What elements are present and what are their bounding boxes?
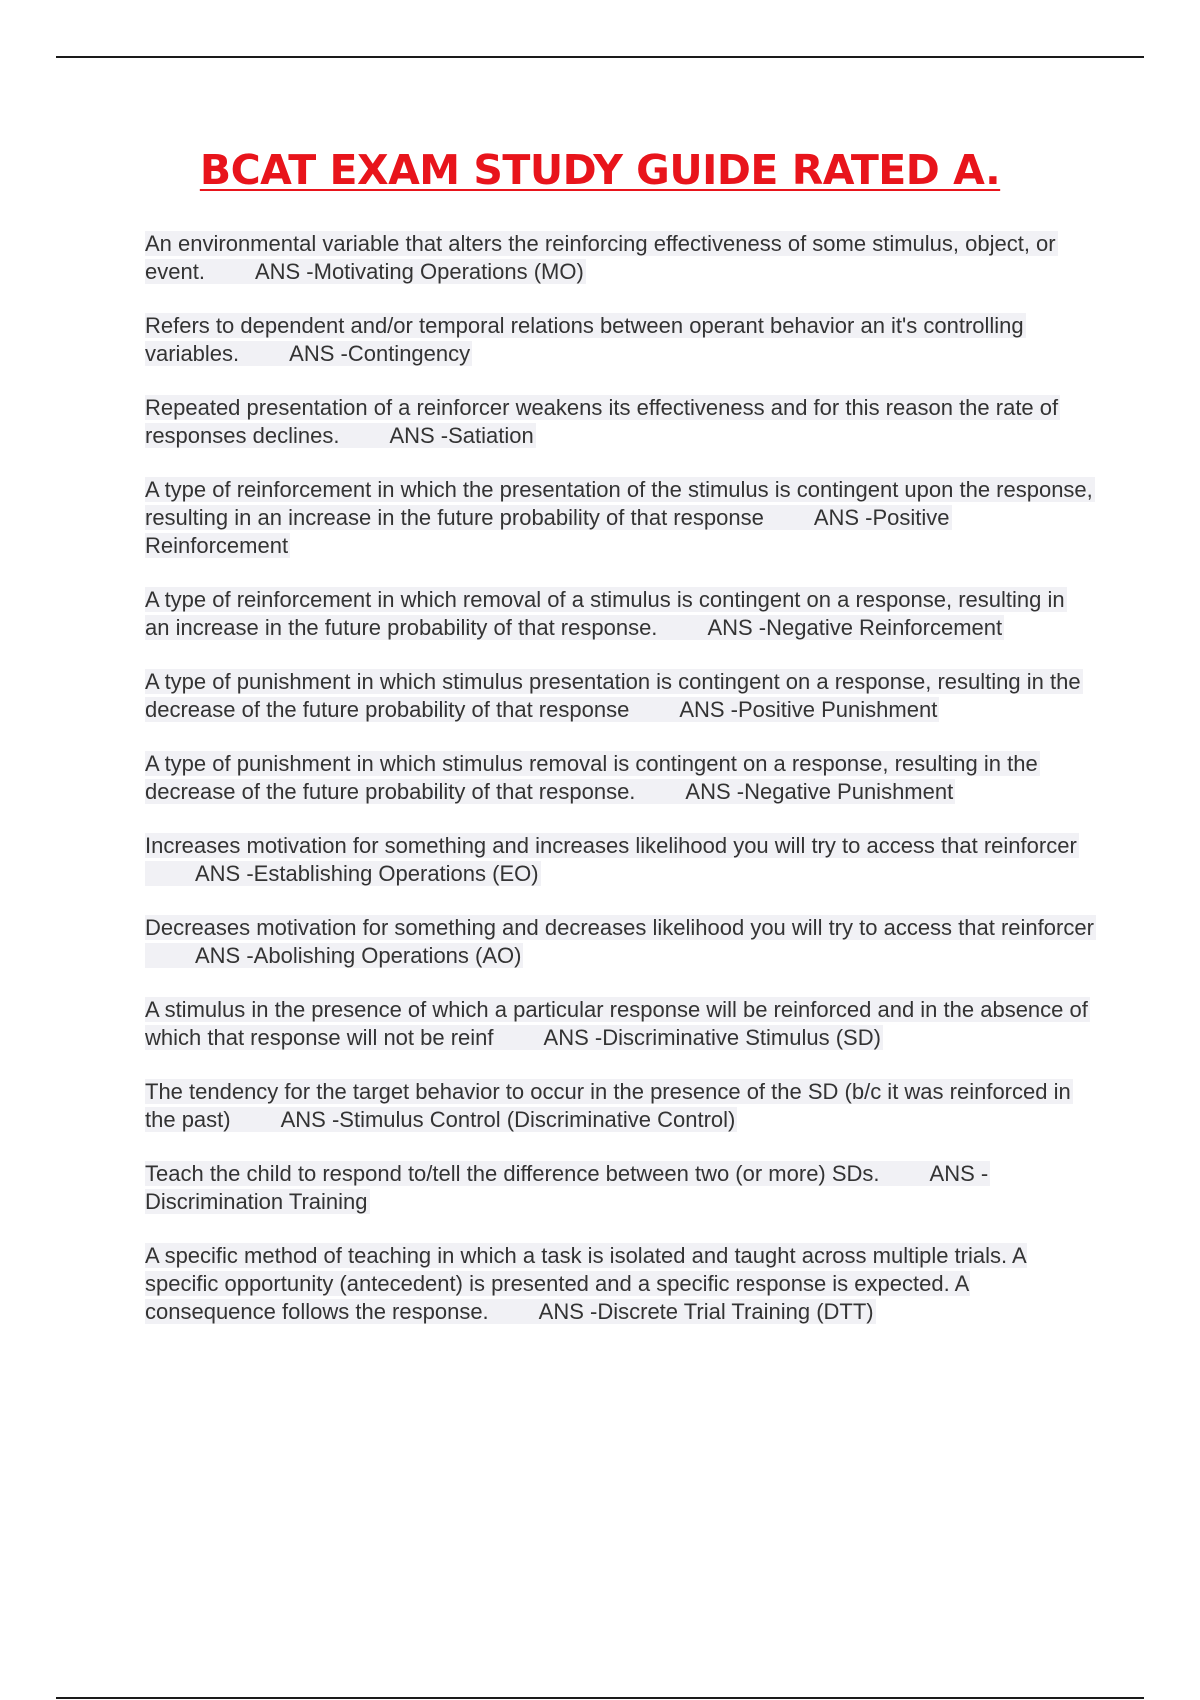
answer-text: ANS -Discrimination Training <box>145 1161 989 1214</box>
answer-text: ANS -Negative Reinforcement <box>707 615 1003 640</box>
answer-text: ANS -Negative Punishment <box>685 779 954 804</box>
answer-text: ANS -Satiation <box>389 423 534 448</box>
question-text: A type of punishment in which stimulus removal is contingent on a response, resulting in the decrease of the future probability of that response. <box>145 751 1038 804</box>
qa-entry <box>145 832 1095 888</box>
answer-text: ANS -Stimulus Control (Discriminative Control) <box>280 1107 736 1132</box>
qa-entry <box>145 996 1095 1052</box>
answer-text: ANS -Contingency <box>289 341 471 366</box>
question-text: Refers to dependent and/or temporal relations between operant behavior an it's controlling variables. <box>145 313 1024 366</box>
question-text: A type of reinforcement in which the presentation of the stimulus is contingent upon the response, resulting in an increase in the future probability of that response <box>145 477 1093 530</box>
qa-entry <box>145 1078 1095 1134</box>
qa-entry <box>145 1242 1095 1326</box>
answer-text: ANS -Discriminative Stimulus (SD) <box>543 1025 881 1050</box>
question-text: The tendency for the target behavior to occur in the presence of the SD (b/c it was reinforced in the past) <box>145 1079 1071 1132</box>
qa-entry <box>145 394 1095 450</box>
answer-text: ANS -Positive Punishment <box>679 697 938 722</box>
qa-entry <box>145 312 1095 368</box>
qa-entry <box>145 750 1095 806</box>
question-text: Repeated presentation of a reinforcer weakens its effectiveness and for this reason the rate of responses declines. <box>145 395 1059 448</box>
answer-text: ANS -Establishing Operations (EO) <box>195 861 539 886</box>
document-title: BCAT EXAM STUDY GUIDE RATED A. <box>199 146 1001 194</box>
top-rule <box>56 56 1144 58</box>
qa-entry <box>145 230 1095 286</box>
answer-text: ANS -Abolishing Operations (AO) <box>195 943 522 968</box>
qa-entry <box>145 586 1095 642</box>
qa-entry <box>145 476 1095 560</box>
answer-text: ANS -Positive Reinforcement <box>145 505 950 558</box>
question-text: Decreases motivation for something and decreases likelihood you will try to access that reinforcer <box>145 915 1094 940</box>
bottom-rule <box>56 1697 1144 1699</box>
question-text: A type of reinforcement in which removal of a stimulus is contingent on a response, resulting in an increase in the future probability of that response. <box>145 587 1065 640</box>
qa-list <box>145 230 1095 1352</box>
answer-text: ANS -Motivating Operations (MO) <box>254 259 584 284</box>
title-block <box>0 148 1200 193</box>
question-text: A specific method of teaching in which a task is isolated and taught across multiple trials. A specific opportunity (antecedent) is presented and a specific response is expected. A consequence follows the response. <box>145 1243 1026 1324</box>
question-text: A stimulus in the presence of which a particular response will be reinforced and in the absence of which that response will not be reinf <box>145 997 1088 1050</box>
question-text: A type of punishment in which stimulus presentation is contingent on a response, resulting in the decrease of the future probability of that response <box>145 669 1081 722</box>
qa-entry <box>145 668 1095 724</box>
qa-entry <box>145 1160 1095 1216</box>
question-text: Increases motivation for something and increases likelihood you will try to access that reinforcer <box>145 833 1077 858</box>
qa-entry <box>145 914 1095 970</box>
answer-text: ANS -Discrete Trial Training (DTT) <box>538 1299 874 1324</box>
question-text: Teach the child to respond to/tell the difference between two (or more) SDs. <box>145 1161 880 1186</box>
question-text: An environmental variable that alters the reinforcing effectiveness of some stimulus, object, or event. <box>145 231 1056 284</box>
